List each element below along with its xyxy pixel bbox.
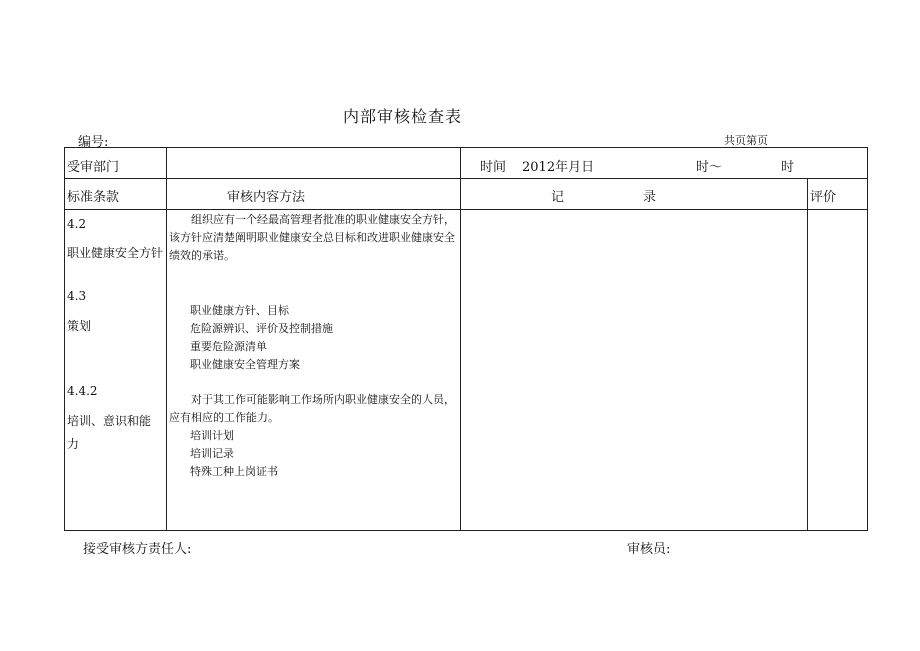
content-line: 培训记录 — [190, 447, 234, 460]
time-from: 时～ — [696, 160, 723, 175]
content-line: 职业健康安全管理方案 — [190, 358, 300, 371]
content-line: 特殊工种上岗证书 — [190, 465, 278, 478]
clause-name: 职业健康安全方针 — [67, 246, 164, 260]
clause-content: 对于其工作可能影响工作场所内职业健康安全的人员，应有相应的工作能力。 — [169, 393, 455, 424]
column-header-method: 审核内容方法 — [227, 190, 306, 205]
column-header-rating: 评价 — [810, 190, 837, 205]
clause-name: 培训、意识和能 — [67, 414, 152, 428]
table-column-divider — [460, 147, 461, 530]
content-line: 危险源辨识、评价及控制措施 — [190, 322, 333, 335]
table-border-right — [867, 147, 868, 530]
table-row-divider — [64, 209, 868, 210]
clause-content: 组织应有一个经最高管理者批准的职业健康安全方针，该方针应清楚阐明职业健康安全总目标和改进职业健康安全绩效的承诺。 — [169, 213, 455, 262]
table-border-top — [64, 147, 868, 148]
auditee-signature-label: 接受审核方责任人: — [83, 542, 192, 557]
table-border-left — [64, 147, 65, 530]
content-line: 重要危险源清单 — [190, 340, 267, 353]
column-header-record: 记 — [551, 190, 565, 205]
page-title: 内部审核检查表 — [343, 107, 463, 126]
dept-label: 受审部门 — [67, 160, 120, 175]
clause-number: 4.2 — [67, 217, 87, 231]
column-header-clause: 标准条款 — [67, 190, 120, 205]
clause-name: 策划 — [67, 319, 92, 333]
table-row-divider — [64, 178, 868, 179]
clause-name: 力 — [67, 437, 80, 451]
time-to: 时 — [781, 160, 795, 175]
serial-number-label: 编号: — [78, 135, 109, 150]
clause-number: 4.4.2 — [67, 384, 98, 398]
page-info: 共页第页 — [724, 134, 768, 147]
table-column-divider — [166, 147, 167, 530]
auditor-signature-label: 审核员: — [627, 542, 671, 557]
content-line: 培训计划 — [190, 429, 234, 442]
content-line: 职业健康方针、目标 — [190, 304, 289, 317]
date-text: 2012年月日 — [522, 160, 595, 175]
column-header-record: 录 — [643, 190, 657, 205]
time-label: 时间 — [480, 160, 507, 175]
clause-number: 4.3 — [67, 289, 87, 303]
table-border-bottom — [64, 530, 868, 531]
table-column-divider — [807, 178, 808, 530]
